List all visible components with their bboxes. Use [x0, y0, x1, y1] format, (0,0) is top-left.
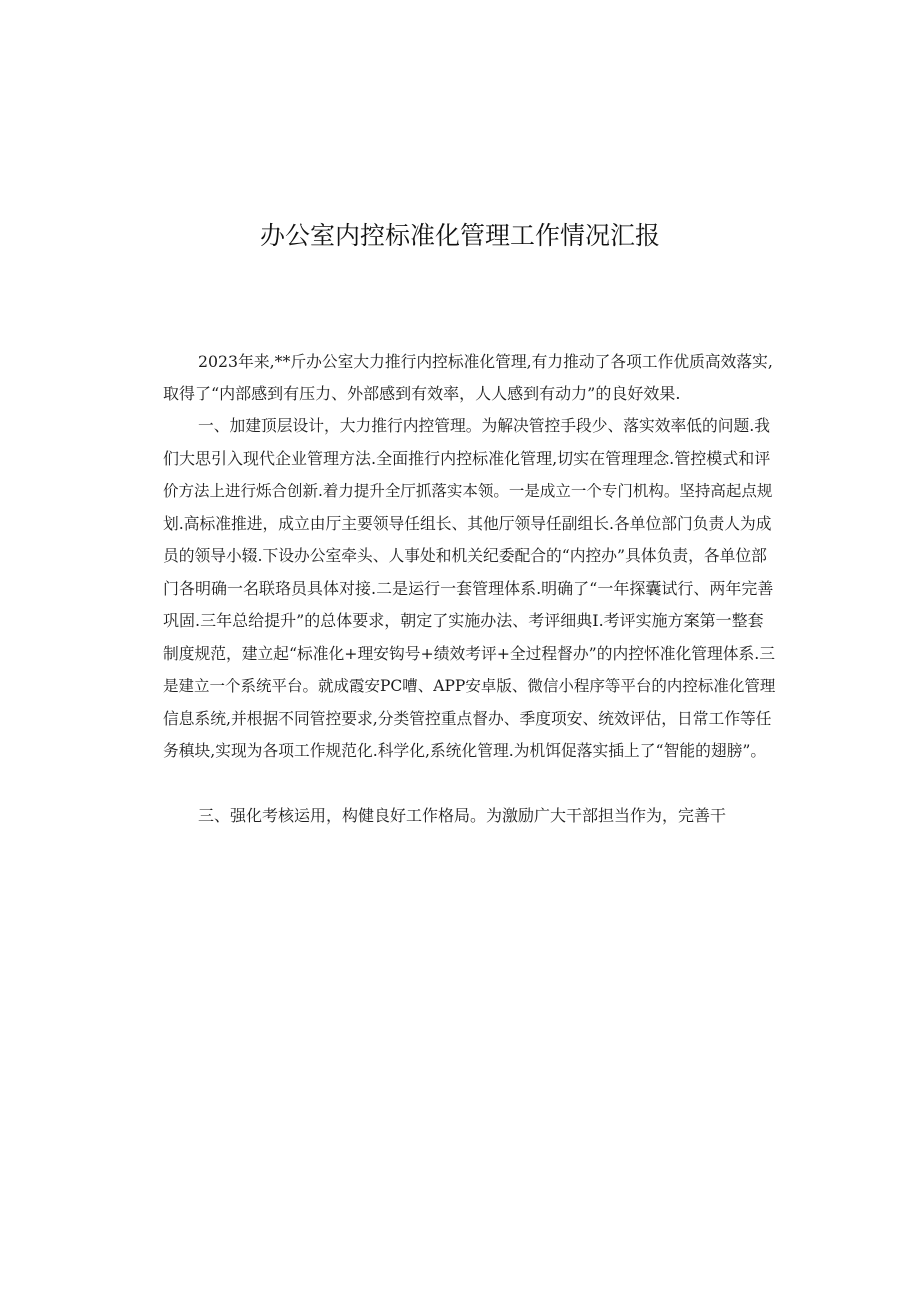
paragraph-1-line-2: 取得了“内部感到有压力、外部感到有效率，人人感到有动力”的良好效果.	[163, 384, 681, 403]
paragraph-2-line-2: 们大思引入现代企业管理方法.全面推行内控标准化管理,切实在管理理念.管控模式和评	[163, 449, 771, 468]
paragraph-2-line-9: 是建立一个系统平台。就成霞安PC嘈、APP安卓版、微信小程序等平台的内控标准化管理	[163, 677, 776, 695]
paragraph-2-line-3: 价方法上进行烁合创新.着力提升全厅抓落实本领。一是成立一个专门机构。坚持高起点规	[163, 482, 773, 500]
paragraph-1-line-1: 2023年来,**斤办公室大力推行内控标准化管理,有力推动了各项工作优质高效落实,	[198, 352, 773, 371]
paragraph-2-line-5: 员的领导小辍.下设办公室牵头、人事处和机关纪委配合的“内控办”具体负责，各单位部	[163, 546, 767, 565]
paragraph-2-line-11: 务稹块,实现为各项工作规范化.科学化,系统化管理.为机饵促落实插上了“智能的翅膀”。	[163, 741, 767, 760]
paragraph-2-line-4: 划.高标准推进，成立由厅主要领导任组长、其他厅领导任副组长.各单位部门负责人为成	[163, 514, 772, 533]
paragraph-2-line-10: 信息系统,并根据不同管控要求,分类管控重点督办、季度项安、统效评估，日常工作等任	[163, 709, 772, 728]
paragraph-2-line-8: 制度规范，建立起“标准化+理安钩号+绩效考评+全过程督办”的内控怀准化管理体系.三	[163, 644, 775, 663]
paragraph-2-line-6: 门各明确一名联珞员具体对接.二是运行一套管理体系.明确了“一年探囊试行、两年完善	[163, 579, 774, 598]
paragraph-3-line-1: 三、强化考核运用，构健良好工作格局。为激励广大干部担当作为，完善干	[198, 806, 727, 825]
document-title: 办公室内控标准化管理工作情况汇报	[259, 221, 660, 250]
paragraph-2-line-1: 一、加建顶层设计，大力推行内控管理。为解决管控手段少、落实效率低的问题.我	[198, 416, 771, 435]
paragraph-2-line-7: 巩固.三年总给提升”的总体要求，朝定了实施办法、考评细典I.考评实施方案第一整套	[163, 611, 764, 630]
